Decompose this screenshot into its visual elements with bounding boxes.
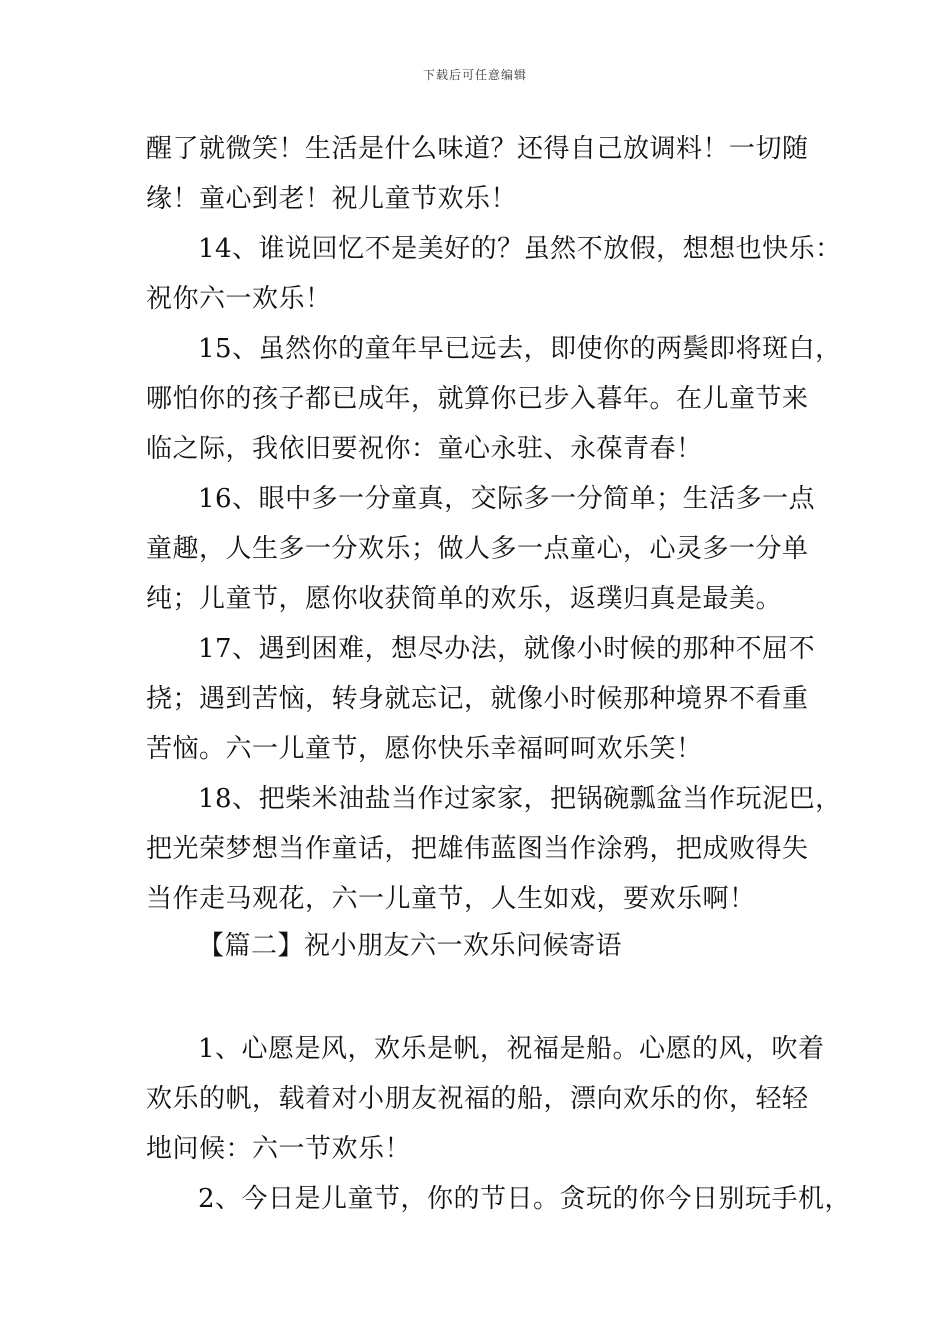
text-line: 14、谁说回忆不是美好的？虽然不放假，想想也快乐： — [198, 234, 842, 264]
text-line: 2、今日是儿童节，你的节日。贪玩的你今日别玩手机， — [198, 1184, 852, 1214]
text-line: 1、心愿是风，欢乐是帆，祝福是船。心愿的风，吹着 — [198, 1034, 825, 1064]
text-line: 缘！童心到老！祝儿童节欢乐！ — [146, 184, 518, 214]
text-line: 祝你六一欢乐！ — [146, 284, 332, 314]
text-line: 当作走马观花，六一儿童节，人生如戏，要欢乐啊！ — [146, 884, 756, 914]
text-line: 把光荣梦想当作童话，把雄伟蓝图当作涂鸦，把成败得失 — [146, 834, 809, 864]
text-line: 18、把柴米油盐当作过家家，把锅碗瓢盆当作玩泥巴， — [198, 784, 842, 814]
page-header: 下载后可任意编辑 — [422, 68, 527, 82]
text-line: 纯；儿童节，愿你收获简单的欢乐，返璞归真是最美。 — [146, 584, 783, 614]
text-line: 地问候：六一节欢乐！ — [146, 1134, 412, 1164]
section-heading: 【篇二】祝小朋友六一欢乐问候寄语 — [198, 931, 623, 961]
text-line: 醒了就微笑！生活是什么味道？还得自己放调料！一切随 — [146, 134, 809, 164]
text-line: 16、眼中多一分童真，交际多一分简单；生活多一点 — [198, 484, 816, 514]
text-line: 17、遇到困难，想尽办法，就像小时候的那种不屈不 — [198, 634, 816, 664]
text-line: 15、虽然你的童年早已远去，即使你的两鬓即将斑白， — [198, 334, 842, 364]
text-line: 挠；遇到苦恼，转身就忘记，就像小时候那种境界不看重 — [146, 684, 809, 714]
text-line: 欢乐的帆，载着对小朋友祝福的船，漂向欢乐的你，轻轻 — [146, 1084, 809, 1114]
text-line: 哪怕你的孩子都已成年，就算你已步入暮年。在儿童节来 — [146, 384, 809, 414]
text-line: 临之际，我依旧要祝你：童心永驻、永葆青春！ — [146, 434, 703, 464]
text-line: 童趣，人生多一分欢乐；做人多一点童心，心灵多一分单 — [146, 534, 809, 564]
text-line: 苦恼。六一儿童节，愿你快乐幸福呵呵欢乐笑！ — [146, 734, 703, 764]
